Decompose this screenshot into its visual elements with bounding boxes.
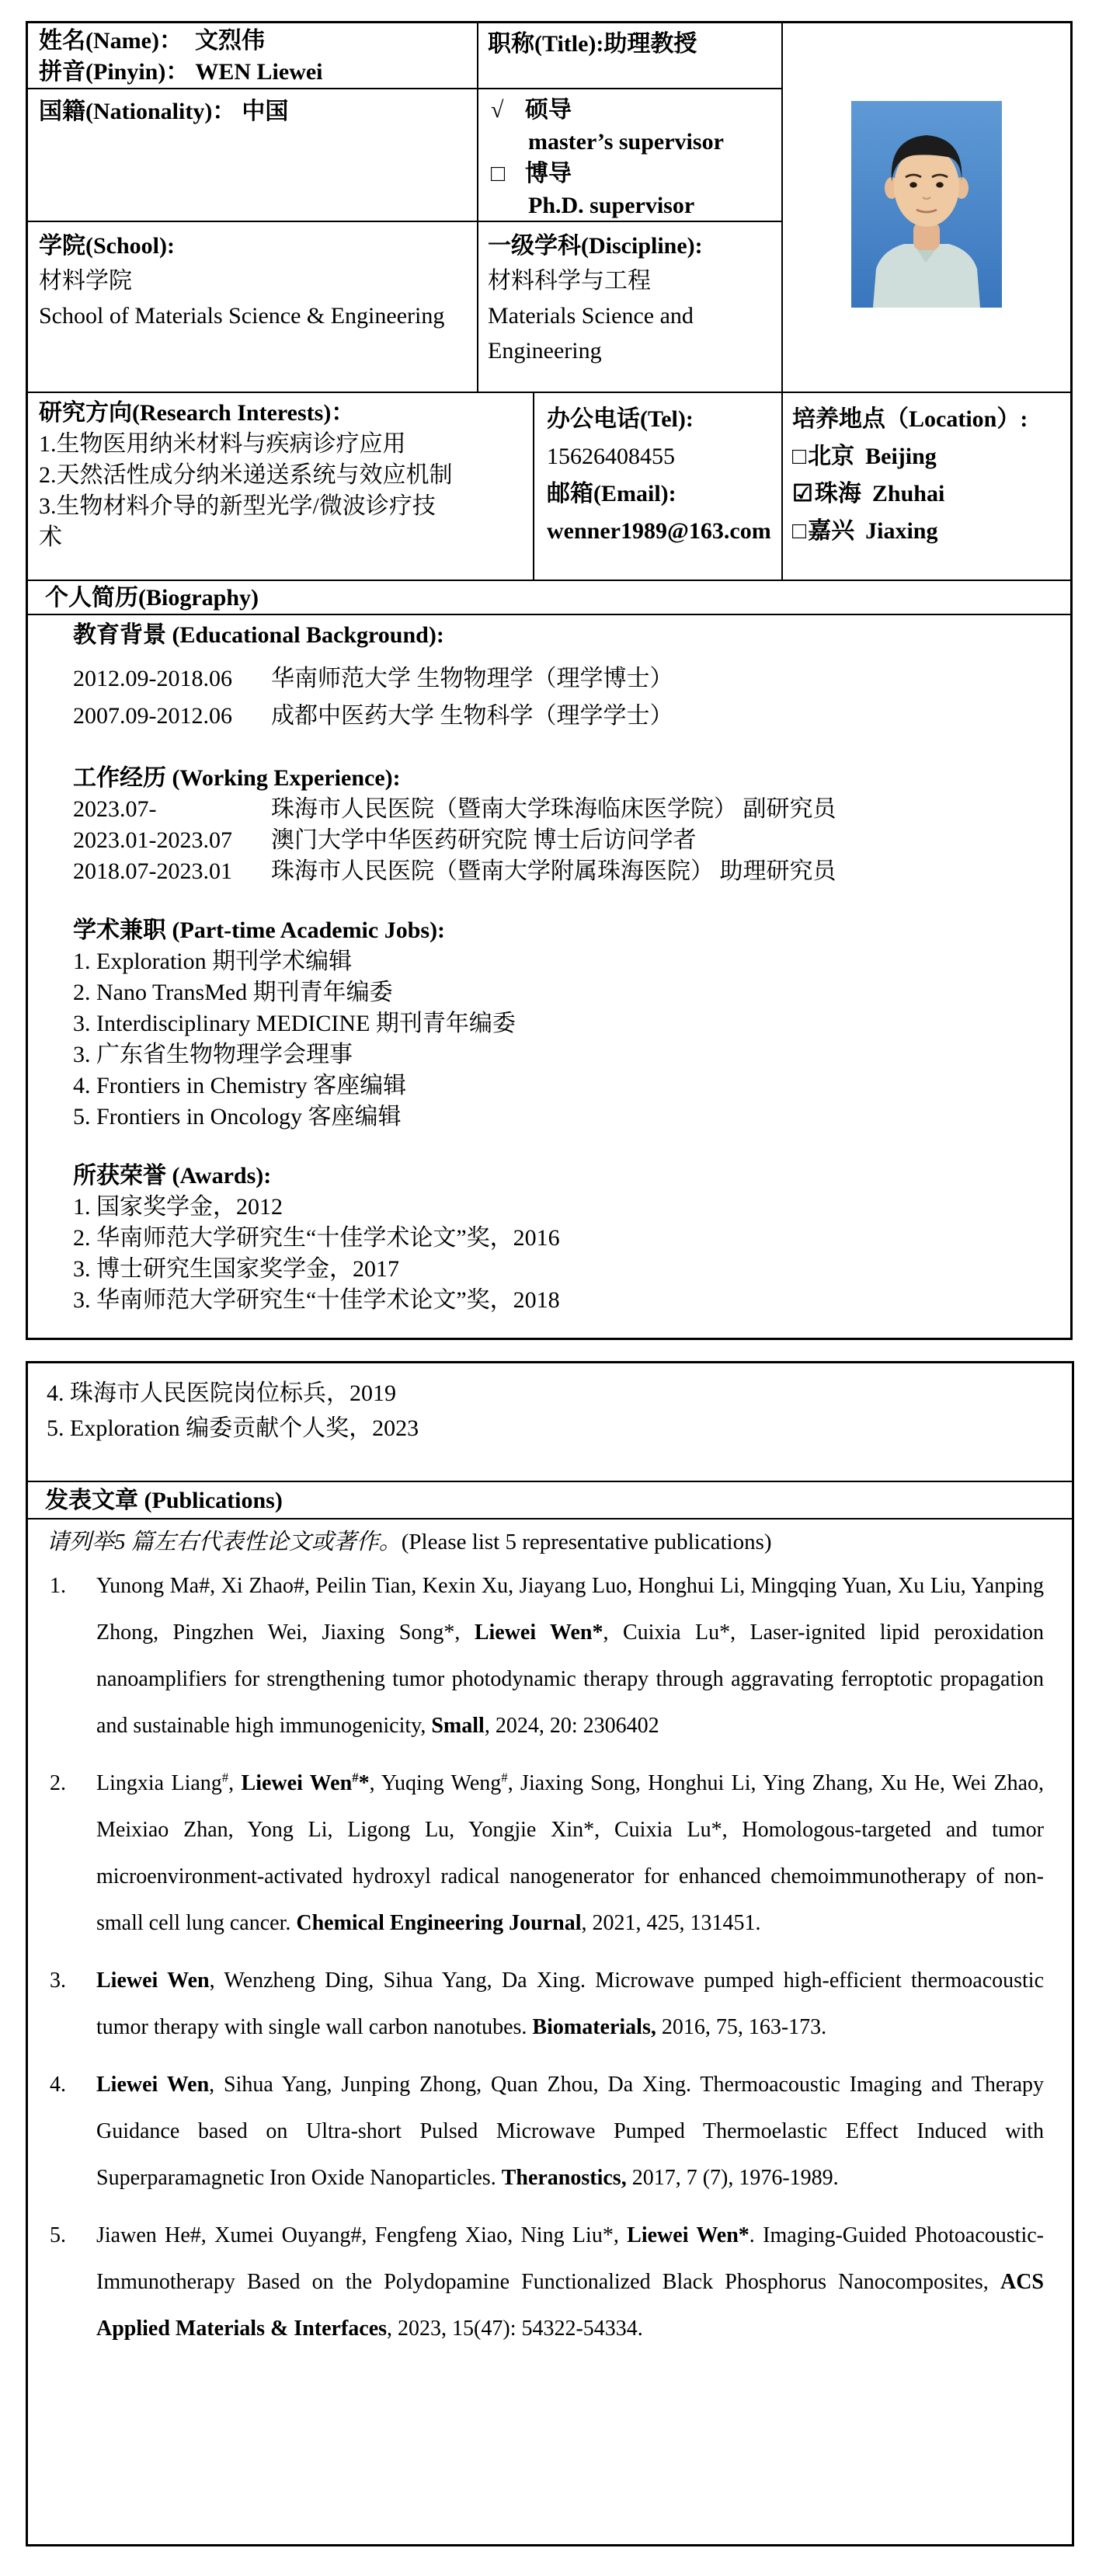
award-item: 5. Exploration 编委贡献个人奖，2023: [47, 1415, 419, 1441]
research-interests-label: 研究方向(Research Interests)：: [39, 400, 355, 426]
work-row: [73, 825, 1047, 856]
education-detail: 成都中医药大学 生物科学（理学学士）: [271, 703, 673, 729]
profile-photo: [851, 101, 1002, 308]
work-row: [73, 856, 1047, 887]
publication-number: 3.: [50, 1969, 66, 1993]
discipline-zh: 材料科学与工程: [488, 268, 651, 294]
supervisor-option-line: [491, 94, 781, 126]
location-option-en: Beijing: [865, 444, 937, 469]
biography-body: [28, 615, 1070, 1338]
work-period: 2023.01-2023.07: [73, 827, 232, 853]
location-option-en: Jiaxing: [865, 518, 938, 544]
nationality-value: 中国: [242, 99, 289, 124]
contact-cell: [534, 393, 783, 581]
parttime-job-item: 3. 广东省生物物理学会理事: [73, 1042, 353, 1067]
parttime-job-item: 3. Interdisciplinary MEDICINE 期刊青年编委: [73, 1011, 516, 1036]
location-option-zh: 北京: [808, 444, 855, 469]
publication-text: Yunong Ma#, Xi Zhao#, Peilin Tian, Kexin Xu, Jiayang Luo, Honghui Li, Mingqing Yuan, Xu Liu, Yanping Zhong, Pingzhen Wei, Jiaxing Song*, Liewei Wen*, Cuixia Lu*, Laser-ignited lipid peroxidation nanoamplifiers for strengthening tumor photodynamic therapy through aggravating ferroptotic propagation and sustainable high immunogenicity, Small, 2024, 20: 2306402: [96, 1574, 1044, 1738]
location-option-zh: 珠海: [814, 481, 861, 506]
checkbox-icon: □: [792, 444, 807, 469]
work-period: 2023.07-: [73, 796, 157, 822]
discipline-en: Materials Science and Engineering: [488, 303, 694, 364]
publication-number: 5.: [50, 2223, 66, 2247]
publication-number: 1.: [50, 1574, 66, 1598]
publications-note-zh: 请列举5 篇左右代表性论文或著作。: [47, 1530, 402, 1554]
nationality-label: 国籍(Nationality)：: [39, 99, 236, 124]
publications-table: [26, 1361, 1074, 2546]
name-label: 姓名(Name)：: [39, 28, 183, 54]
title-value: 助理教授: [603, 31, 697, 57]
publication-item: [47, 2212, 1044, 2352]
email-label: 邮箱(Email):: [547, 481, 676, 506]
supervisor-option: [491, 158, 781, 221]
photo-eye-left: [909, 182, 917, 187]
awards-header: 所获荣誉 (Awards):: [73, 1163, 272, 1189]
photo-eye-right: [936, 182, 944, 187]
research-interests-cell: [28, 393, 534, 581]
work-rows: [73, 794, 1047, 887]
tel-value: 15626408455: [547, 444, 675, 469]
award-item: 3. 华南师范大学研究生“十佳学术论文”奖，2018: [73, 1287, 560, 1313]
profile-form-table: [26, 21, 1073, 1340]
publication-text: Liewei Wen, Wenzheng Ding, Sihua Yang, Da Xing. Microwave pumped high-efficient thermoacoustic tumor therapy with single wall carbon nanotubes. Biomaterials, 2016, 75, 163-173.: [96, 1969, 1045, 2039]
supervisor-option: [491, 94, 781, 158]
award-item: 3. 博士研究生国家奖学金，2017: [73, 1256, 399, 1282]
publication-number: 4.: [50, 2073, 66, 2097]
location-option: [792, 513, 1067, 550]
award-item: 1. 国家奖学金，2012: [73, 1194, 283, 1220]
tel-label: 办公电话(Tel):: [547, 406, 694, 432]
location-option: [792, 475, 1067, 513]
research-interest-item: 3.生物材料介导的新型光学/微波诊疗技术: [39, 493, 436, 550]
supervisor-option-zh: 硕导: [525, 97, 572, 123]
school-label: 学院(School):: [39, 233, 175, 259]
publication-text: Liewei Wen, Sihua Yang, Junping Zhong, Quan Zhou, Da Xing. Thermoacoustic Imaging and Therapy Guidance based on Ultra-short Pulsed Microwave Pumped Thermoelastic Effect Induced with Superparamagnetic Iron Oxide Nanoparticles. Theranostics, 2017, 7 (7), 1976-1989.: [96, 2073, 1044, 2190]
pinyin-value: WEN Liewei: [195, 59, 323, 85]
education-period: 2007.09-2012.06: [73, 703, 232, 729]
publication-item: [47, 1958, 1044, 2051]
education-row: [73, 698, 1047, 735]
parttime-jobs-list: [73, 946, 1047, 1133]
name-row: [39, 26, 477, 57]
school-name-zh: 材料学院: [39, 268, 132, 294]
awards-list: [73, 1192, 1047, 1316]
photo-cell: [783, 23, 1070, 393]
parttime-jobs-header: 学术兼职 (Part-time Academic Jobs):: [73, 917, 446, 943]
location-options: [792, 438, 1067, 550]
supervisor-cell: [478, 89, 783, 222]
parttime-job-item: 4. Frontiers in Chemistry 客座编辑: [73, 1073, 407, 1098]
location-label: 培养地点（Location）:: [792, 406, 1028, 432]
location-cell: [783, 393, 1070, 581]
supervisor-option-en: master’s supervisor: [528, 129, 724, 155]
award-item: 4. 珠海市人民医院岗位标兵，2019: [47, 1380, 396, 1406]
parttime-job-item: 5. Frontiers in Oncology 客座编辑: [73, 1104, 402, 1130]
checkbox-icon: √: [491, 97, 504, 123]
publication-text: Jiawen He#, Xumei Ouyang#, Fengfeng Xiao, Ning Liu*, Liewei Wen*. Imaging-Guided Photoacoustic-Immunotherapy Based on the Polydopamine Functionalized Black Phosphorus Nanocomposites, ACS Applied Materials & Interfaces, 2023, 15(47): 54322-54334.: [96, 2223, 1044, 2341]
school-name-en: School of Materials Science & Engineering: [39, 303, 445, 329]
supervisor-option-en: Ph.D. supervisor: [528, 193, 695, 218]
publications-body: [28, 1519, 1072, 2544]
title-cell: [478, 23, 783, 89]
location-option-zh: 嘉兴: [808, 518, 855, 544]
checkbox-icon: □: [491, 161, 506, 186]
parttime-job-item: 1. Exploration 期刊学术编辑: [73, 949, 353, 974]
work-row: [73, 794, 1047, 825]
education-row: [73, 660, 1047, 698]
pinyin-row: [39, 57, 477, 88]
award-item: 2. 华南师范大学研究生“十佳学术论文”奖，2016: [73, 1225, 560, 1251]
discipline-label: 一级学科(Discipline):: [488, 233, 703, 259]
work-detail: 珠海市人民医院（暨南大学珠海临床医学院） 副研究员: [271, 796, 836, 822]
publications-note-en: (Please list 5 representative publications): [401, 1530, 772, 1554]
publication-item: [47, 1760, 1044, 1947]
discipline-cell: [478, 222, 783, 393]
checkbox-icon: ☑: [792, 481, 813, 506]
research-interests-list: [39, 429, 458, 553]
nationality-cell: [28, 89, 478, 222]
email-value: wenner1989@163.com: [547, 518, 771, 544]
school-cell: [28, 222, 478, 393]
publications-header: 发表文章 (Publications): [28, 1482, 1072, 1519]
publication-item: [47, 1563, 1044, 1749]
work-detail: 澳门大学中华医药研究院 博士后访问学者: [271, 827, 697, 853]
education-header: 教育背景 (Educational Background):: [73, 622, 444, 648]
publication-text: Lingxia Liang#, Liewei Wen#*, Yuqing Weng#, Jiaxing Song, Honghui Li, Ying Zhang, Xu He, Wei Zhao, Meixiao Zhan, Yong Li, Ligong Lu, Yongjie Xin*, Cuixia Lu*, Homologous-targeted and tumor microenvironment-activated hydroxyl radical nanogenerator for enhanced chemoimmunotherapy of non-small cell lung cancer. Chemical Engineering Journal, 2021, 425, 131451.: [96, 1770, 1044, 1935]
education-rows: [73, 660, 1047, 735]
research-interest-item: 2.天然活性成分纳米递送系统与效应机制: [39, 462, 453, 488]
publication-number: 2.: [50, 1771, 66, 1795]
biography-header: 个人简历(Biography): [28, 581, 1070, 615]
name-cell: [28, 23, 478, 89]
publications-list: [47, 1563, 1044, 2352]
work-header: 工作经历 (Working Experience):: [73, 765, 401, 791]
location-option: [792, 438, 1067, 475]
location-option-en: Zhuhai: [871, 481, 945, 506]
education-period: 2012.09-2018.06: [73, 666, 232, 691]
awards-continued-cell: [28, 1363, 1072, 1482]
name-value: 文烈伟: [194, 28, 265, 54]
publications-note: [47, 1524, 1044, 1560]
work-detail: 珠海市人民医院（暨南大学附属珠海医院） 助理研究员: [271, 858, 836, 884]
parttime-job-item: 2. Nano TransMed 期刊青年编委: [73, 980, 393, 1005]
supervisor-option-line: [491, 158, 781, 190]
title-label: 职称(Title):: [488, 31, 604, 57]
supervisor-option-zh: 博导: [525, 161, 572, 186]
work-period: 2018.07-2023.01: [73, 858, 232, 884]
checkbox-icon: □: [792, 518, 807, 544]
education-detail: 华南师范大学 生物物理学（理学博士）: [271, 666, 673, 691]
research-interest-item: 1.生物医用纳米材料与疾病诊疗应用: [39, 431, 406, 457]
publication-item: [47, 2062, 1044, 2202]
pinyin-label: 拼音(Pinyin)：: [39, 59, 190, 85]
